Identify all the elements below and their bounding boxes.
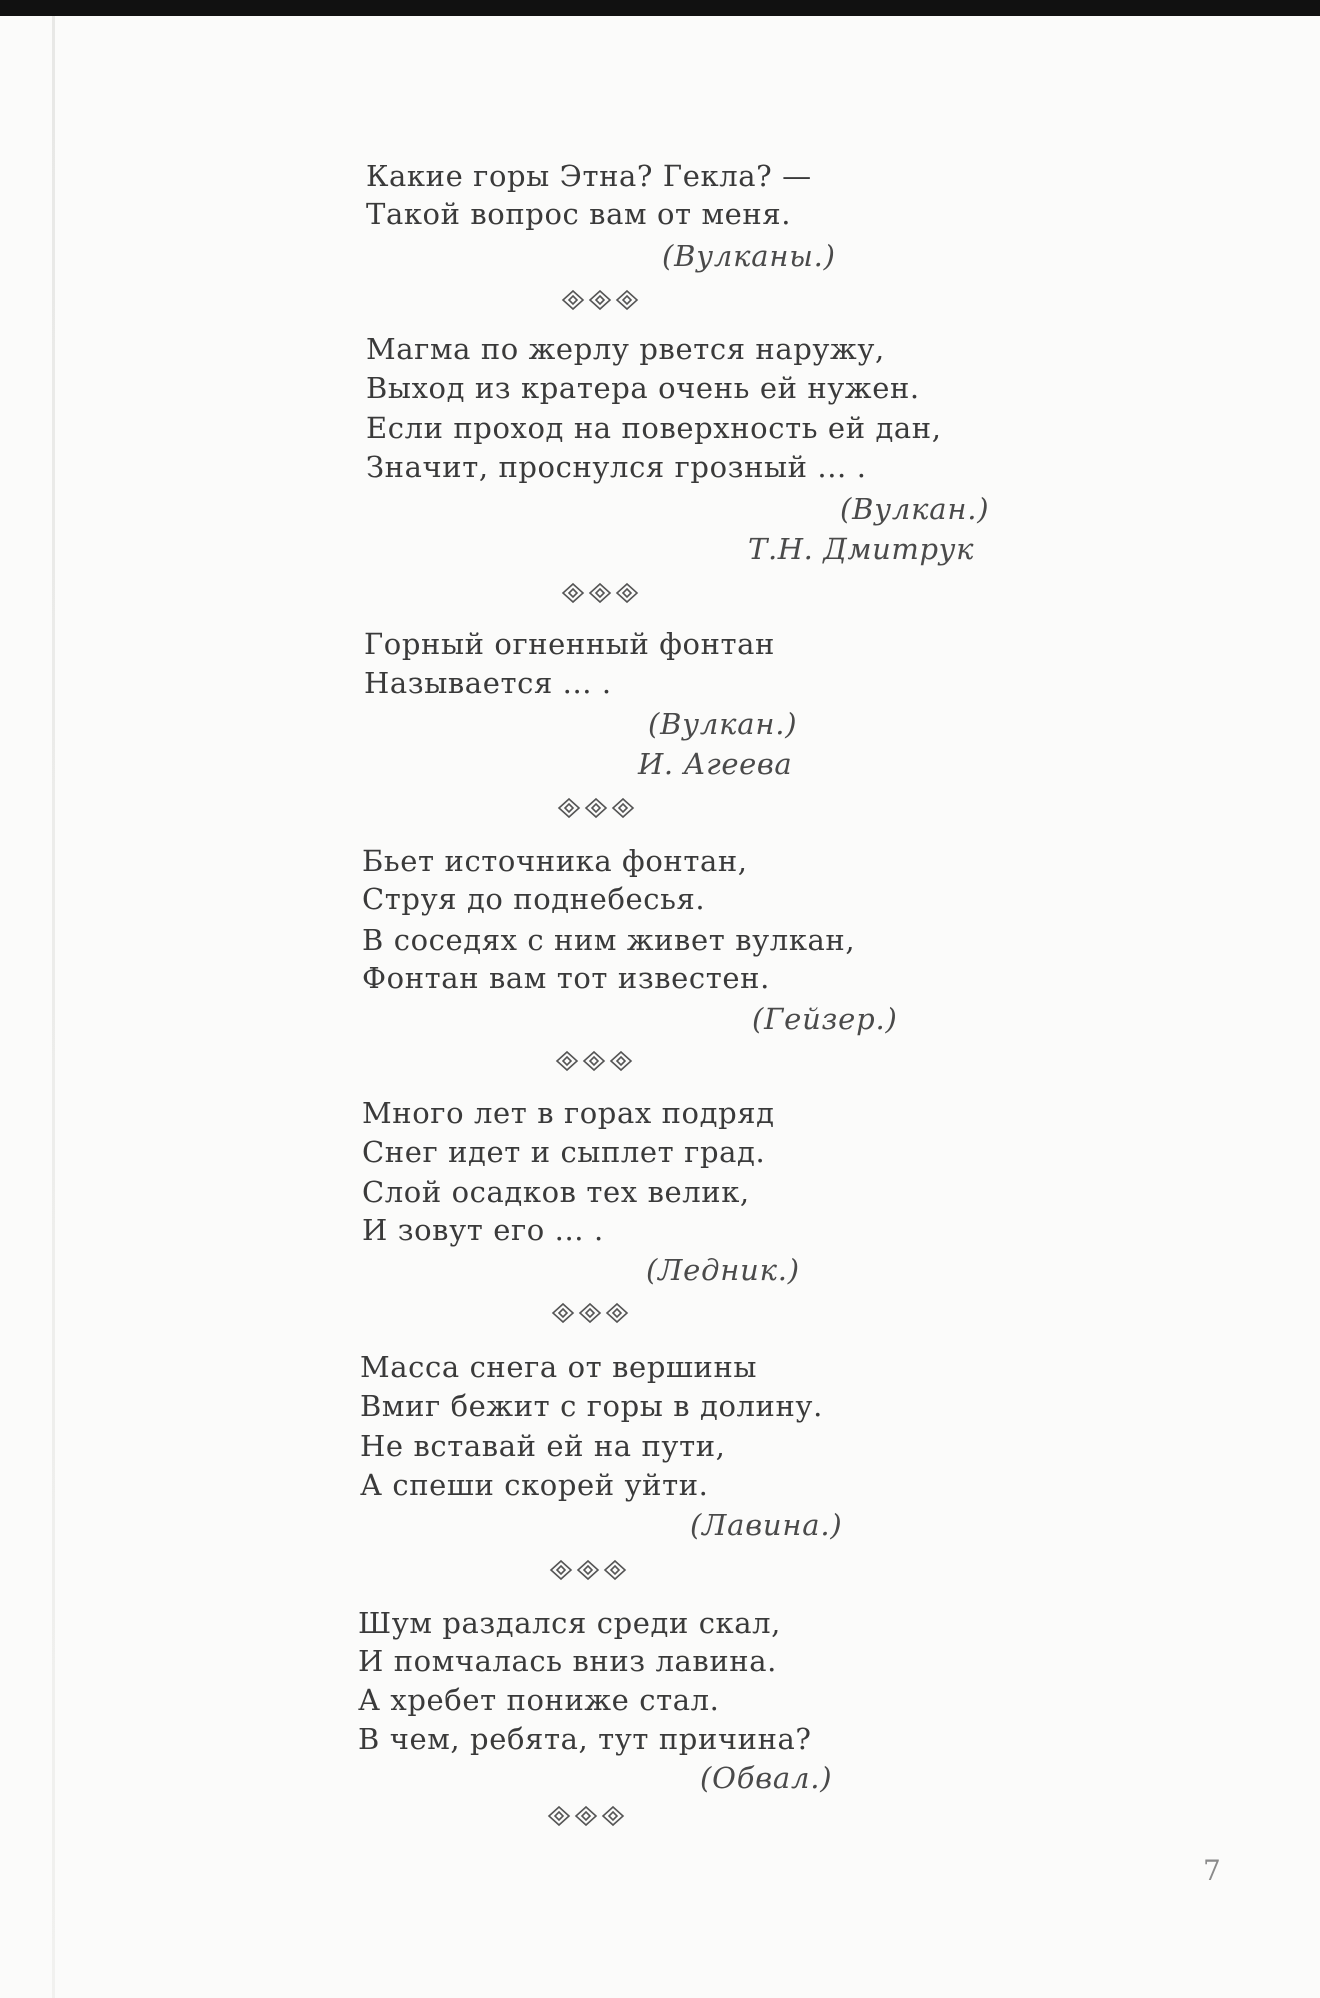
riddle-line: Фонтан вам тот известен. [362, 961, 770, 995]
riddle-line: И зовут его ... . [362, 1213, 604, 1247]
three-diamonds-icon [550, 1302, 630, 1324]
riddle-line: Какие горы Этна? Гекла? — [366, 159, 812, 193]
riddle-line: И помчалась вниз лавина. [358, 1644, 777, 1678]
three-diamonds-icon [554, 1050, 634, 1072]
riddle-answer: (Обвал.) [700, 1761, 833, 1795]
riddle-author: Т.Н. Дмитрук [748, 532, 974, 566]
riddle-line: Вмиг бежит с горы в долину. [360, 1389, 823, 1423]
riddle-line: Слой осадков тех велик, [362, 1175, 750, 1209]
riddle-line: Горный огненный фонтан [364, 627, 775, 661]
riddle-line: Не вставай ей на пути, [360, 1429, 726, 1463]
scan-top-edge [0, 0, 1320, 16]
riddle-line: Много лет в горах подряд [362, 1096, 775, 1130]
riddle-author: И. Агеева [638, 747, 793, 781]
riddle-line: Масса снега от вершины [360, 1350, 758, 1384]
three-diamonds-icon [548, 1559, 628, 1581]
riddle-line: Называется ... . [364, 666, 612, 700]
riddle-line: Выход из кратера очень ей нужен. [366, 371, 920, 405]
riddle-answer: (Лавина.) [690, 1508, 843, 1542]
riddle-line: Бьет источника фонтан, [362, 844, 748, 878]
three-diamonds-icon [546, 1805, 626, 1827]
three-diamonds-icon [560, 289, 640, 311]
riddle-line: Снег идет и сыплет град. [362, 1135, 766, 1169]
riddle-answer: (Гейзер.) [752, 1002, 898, 1036]
three-diamonds-icon [560, 582, 640, 604]
riddle-answer: (Вулкан.) [648, 707, 798, 741]
riddle-answer: (Вулкан.) [840, 492, 990, 526]
page-binding-edge [52, 16, 55, 1998]
three-diamonds-icon [556, 797, 636, 819]
riddle-answer: (Ледник.) [646, 1253, 800, 1287]
riddle-line: Значит, проснулся грозный ... . [366, 450, 867, 484]
page-number: 7 [1203, 1854, 1221, 1887]
riddle-line: Если проход на поверхность ей дан, [366, 411, 942, 445]
riddle-line: Магма по жерлу рвется наружу, [366, 332, 885, 366]
riddle-line: Шум раздался среди скал, [358, 1606, 781, 1640]
riddle-line: Струя до поднебесья. [362, 882, 706, 916]
riddle-line: В чем, ребята, тут причина? [358, 1722, 812, 1756]
riddle-answer: (Вулканы.) [662, 239, 836, 273]
riddle-line: А хребет пониже стал. [358, 1683, 720, 1717]
riddle-line: А спеши скорей уйти. [360, 1468, 709, 1502]
riddle-line: В соседях с ним живет вулкан, [362, 923, 856, 957]
riddle-line: Такой вопрос вам от меня. [366, 197, 792, 231]
